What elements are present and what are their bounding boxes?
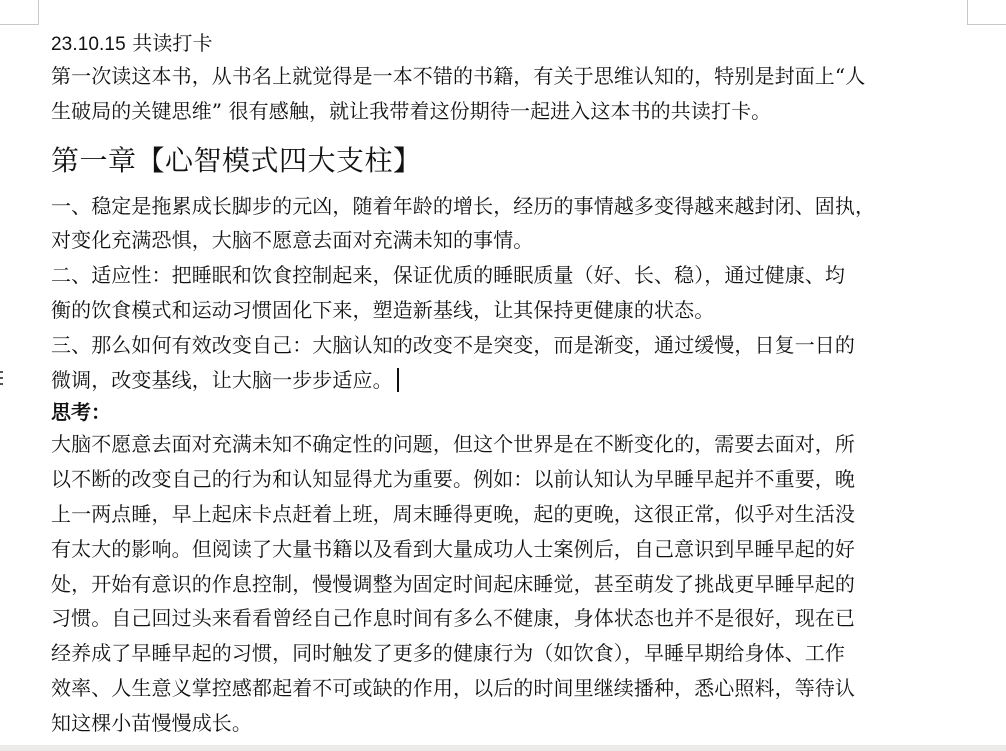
reflection-paragraph[interactable] (51, 427, 951, 740)
reflection-line: 上一两点睡，早上起床卡点赶着上班，周末睡得更晚，起的更晚，这很正常，似乎对生活没 (51, 501, 855, 526)
point-three[interactable] (51, 328, 951, 398)
reflection-line: 习惯。自己回过头来看看曾经自己作息时间有多么不健康，身体状态也并不是很好，现在已 (51, 606, 855, 631)
text-cursor (397, 368, 399, 392)
intro-paragraph[interactable] (51, 59, 951, 129)
page-bottom-edge (0, 745, 1006, 751)
top-left-crop-mark (0, 0, 39, 25)
top-right-crop-mark (967, 0, 1006, 25)
paragraph-marker-icon (0, 371, 3, 385)
point-three-line-text: 微调，改变基线，让大脑一步步适应。 (51, 367, 393, 392)
reflection-line: 知这棵小苗慢慢成长。 (51, 710, 252, 735)
reflection-line: 处，开始有意识的作息控制，慢慢调整为固定时间起床睡觉，甚至萌发了挑战更早睡早起的 (51, 571, 855, 596)
point-one[interactable] (51, 189, 951, 259)
reflection-line: 有太大的影响。但阅读了大量书籍以及看到大量成功人士案例后，自己意识到早睡早起的好 (51, 536, 855, 561)
point-two[interactable] (51, 258, 951, 328)
point-three-last-line (51, 363, 951, 398)
point-one-line: 一、稳定是拖累成长脚步的元凶，随着年龄的增长，经历的事情越多变得越来越封闭、固执， (51, 193, 876, 218)
reflection-line: 效率、人生意义掌控感都起着不可或缺的作用，以后的时间里继续播种，悉心照料，等待认 (51, 675, 855, 700)
reflection-line: 经养成了早睡早起的习惯，同时触发了更多的健康行为（如饮食），早睡早期给身体、工作 (51, 641, 845, 666)
document-body[interactable] (51, 29, 951, 741)
point-one-line: 对变化充满恐惧，大脑不愿意去面对充满未知的事情。 (51, 228, 534, 253)
reflection-line: 以不断的改变自己的行为和认知显得尤为重要。例如：以前认知认为早睡早起并不重要，晚 (51, 467, 855, 492)
reflection-line: 大脑不愿意去面对充满未知不确定性的问题，但这个世界是在不断变化的，需要去面对，所 (51, 432, 855, 457)
point-two-line: 二、适应性：把睡眠和饮食控制起来，保证优质的睡眠质量（好、长、稳），通过健康、均 (51, 263, 845, 288)
intro-line: 生破局的关键思维” 很有感触，就让我带着这份期待一起进入这本书的共读打卡。 (51, 98, 772, 123)
chapter-title: 第一章【心智模式四大支柱】 (51, 143, 422, 177)
reflection-heading: 思考： (51, 400, 111, 425)
point-two-line: 衡的饮食模式和运动习惯固化下来，塑造新基线，让其保持更健康的状态。 (51, 297, 715, 322)
entry-date: 23.10.15 (51, 34, 126, 55)
entry-label: 共读打卡 (132, 31, 213, 55)
intro-line: 第一次读这本书，从书名上就觉得是一本不错的书籍，有关于思维认知的，特别是封面上“人 (51, 64, 866, 88)
date-line[interactable] (51, 29, 951, 59)
point-three-line: 三、那么如何有效改变自己：大脑认知的改变不是突变，而是渐变，通过缓慢，日复一日的 (51, 332, 855, 357)
